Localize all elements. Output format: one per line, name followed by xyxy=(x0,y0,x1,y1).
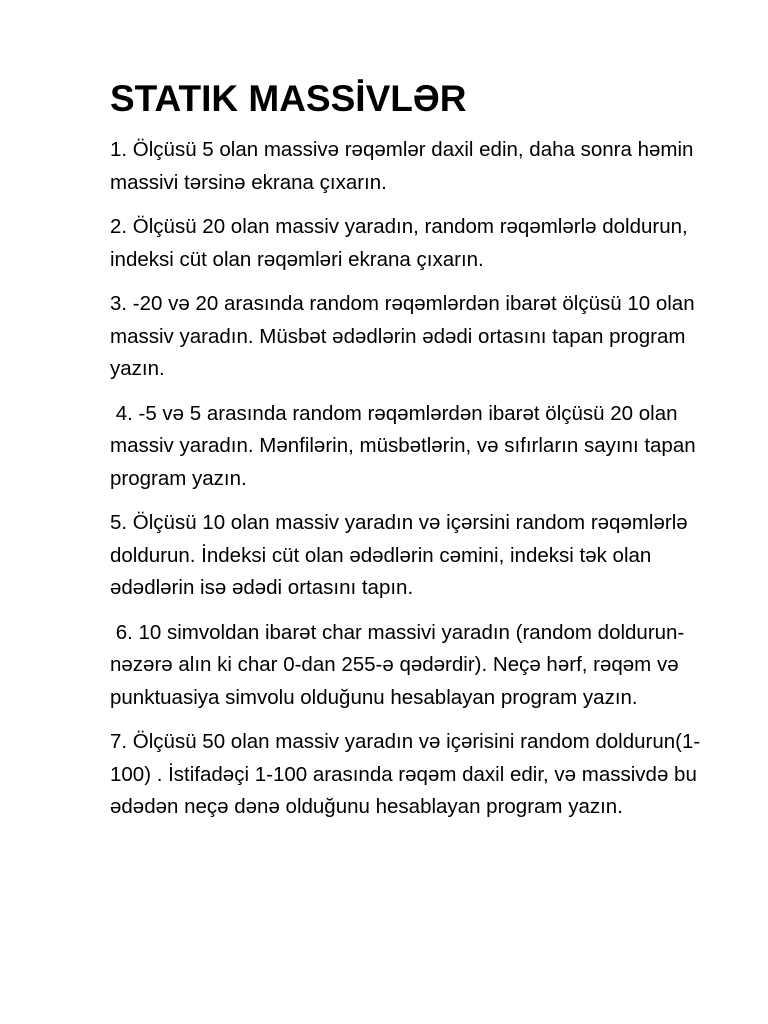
task-2: 2. Ölçüsü 20 olan massiv yaradın, random rəqəmlərlə doldurun, indeksi cüt olan rəqəmləri ekrana çıxarın. xyxy=(110,215,694,271)
task-1: 1. Ölçüsü 5 olan massivə rəqəmlər daxil edin, daha sonra həmin massivi tərsinə ekrana çıxarın. xyxy=(110,138,700,194)
document-content xyxy=(110,78,720,836)
task-3: 3. -20 və 20 arasında random rəqəmlərdən ibarət ölçüsü 10 olan massiv yaradın. Müsbət ədədlərin ədədi ortasını tapan program yazın. xyxy=(110,292,701,380)
task-6: 6. 10 simvoldan ibarət char massivi yaradın (random doldurun- nəzərə alın ki char 0-dan 255-ə qədərdir). Neçə hərf, rəqəm və punktuasiya simvolu olduğunu hesablayan program yazın. xyxy=(110,620,690,709)
task-7: 7. Ölçüsü 50 olan massiv yaradın və içərisini random doldurun(1-100) . İstifadəçi 1-100 arasında rəqəm daxil edir, və massivdə bu ədədən neçə dənə olduğunu hesablayan program yazın. xyxy=(110,730,703,818)
task-5: 5. Ölçüsü 10 olan massiv yaradın və içərsini random rəqəmlərlə doldurun. İndeksi cüt olan ədədlərin cəmini, indeksi tək olan ədədlərin isə ədədi ortasını tapın. xyxy=(110,511,694,599)
task-4: 4. -5 və 5 arasında random rəqəmlərdən ibarət ölçüsü 20 olan massiv yaradın. Mənfilərin, müsbətlərin, və sıfırların sayını tapan program yazın. xyxy=(110,401,702,490)
page-title: STATIK MASSİVLƏR xyxy=(110,78,467,119)
